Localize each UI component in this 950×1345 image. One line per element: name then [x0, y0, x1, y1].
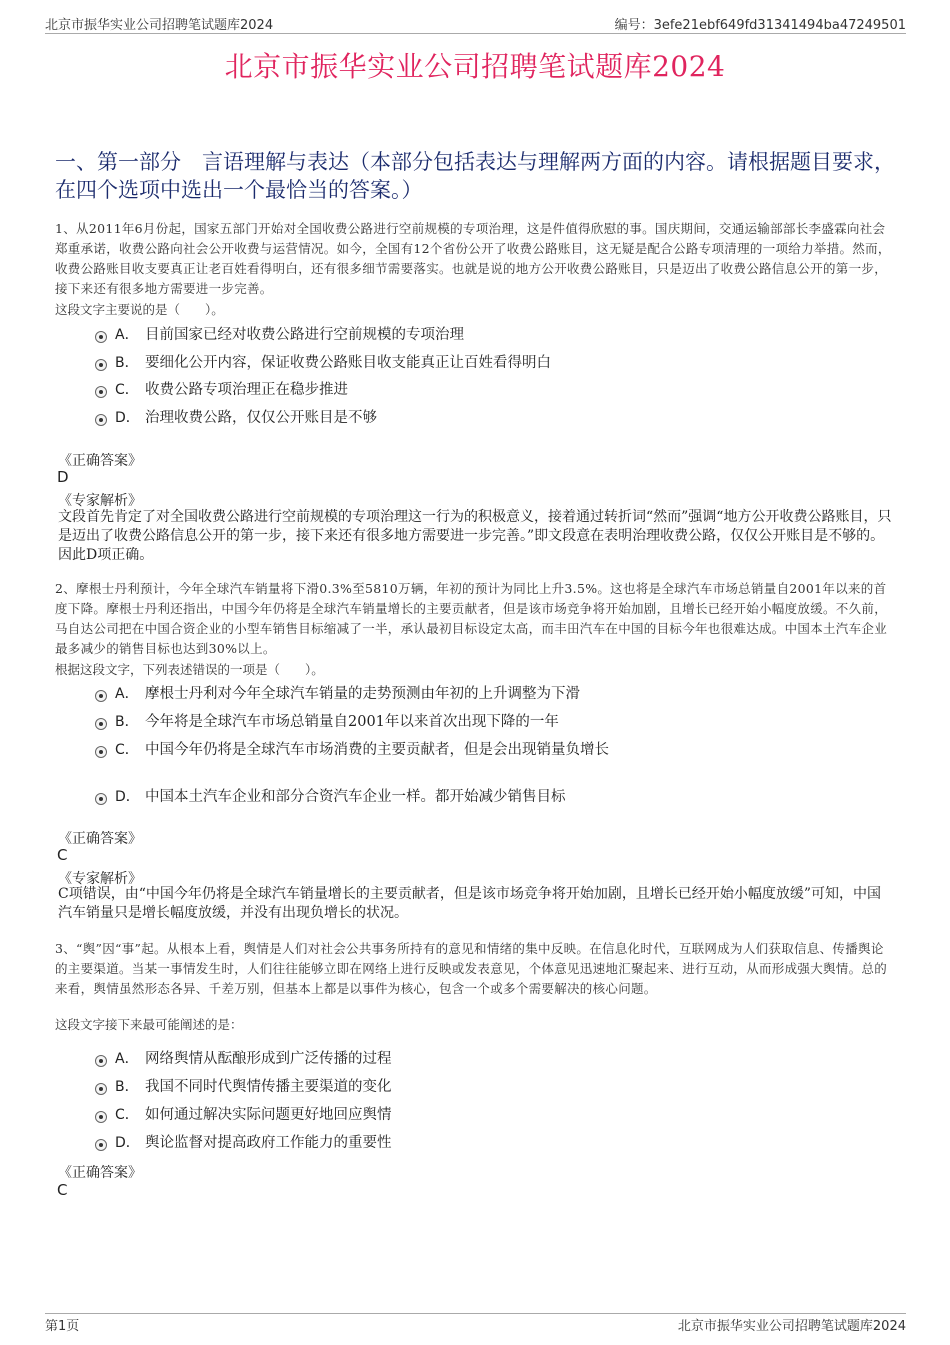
section-heading: 一、第一部分 言语理解与表达（本部分包括表达与理解两方面的内容。请根据题目要求，在四个选项中选出一个最恰当的答案。） [55, 150, 895, 202]
question-1-analysis-label: 《专家解析》 [58, 493, 142, 509]
question-2-analysis-label: 《专家解析》 [58, 871, 142, 887]
question-3-prompt: 这段文字接下来最可能阐述的是： [55, 1017, 243, 1032]
radio-icon[interactable] [95, 1139, 107, 1151]
footer-divider [45, 1313, 906, 1314]
question-1-option-c[interactable]: C． 收费公路专项治理正在稳步推进 [95, 378, 348, 400]
serial-number: 3efe21ebf649fd31341494ba47249501 [653, 18, 906, 33]
question-1-option-b[interactable]: B． 要细化公开内容，保证收费公路账目收支能真正让百姓看得明白 [95, 351, 551, 373]
radio-icon[interactable] [95, 386, 107, 398]
radio-icon[interactable] [95, 718, 107, 730]
radio-icon[interactable] [95, 414, 107, 426]
question-2-analysis: C项错误，由“中国今年仍将是全球汽车销量增长的主要贡献者，但是该市场竞争将开始加剧，且增长已经开始小幅度放缓”可知，中国汽车销量只是增长幅度放缓，并没有出现负增长的状况。 [58, 886, 882, 921]
question-2-prompt: 根据这段文字，下列表述错误的一项是（ ）。 [55, 662, 324, 677]
question-1-option-a[interactable]: A． 目前国家已经对收费公路进行空前规模的专项治理 [95, 323, 464, 345]
question-3-option-a[interactable]: A． 网络舆情从酝酿形成到广泛传播的过程 [95, 1047, 392, 1069]
question-1-stem: 1、从2011年6月份起，国家五部门开始对全国收费公路进行空前规模的专项治理，这是件值得欣慰的事。国庆期间，交通运输部部长李盛霖向社会郑重承诺，收费公路向社会公开收费与运营情况。如今，全国有12个省份公开了收费公路账目，这无疑是配合公路专项清理的一项给力举措。然而，收费公路账目收支要真正让老百姓看得明白，还有很多细节需要落实。也就是说的地方公开收费公路账目，只是迈出了收费公路信息公开的第一步，接下来还有很多地方需要进一步完善。 [55, 221, 891, 296]
footer-doc-title: 北京市振华实业公司招聘笔试题库2024 [677, 1319, 906, 1334]
radio-icon[interactable] [95, 746, 107, 758]
question-2-stem: 2、摩根士丹利预计，今年全球汽车销量将下滑0.3%至5810万辆，年初的预计为同比上升3.5%。这也将是全球汽车市场总销量自2001年以来的首度下降。摩根士丹利还指出，中国今年仍将是全球汽车销量增长的主要贡献者，但是该市场竞争将开始加剧，且增长已经开始小幅度放缓。不久前，马自达公司把在中国合资企业的小型车销售目标缩减了一半，承认最初目标设定太高，而丰田汽车在中国的目标今年也很难达成。中国本土汽车企业最多减少的销售目标也达到30%以上。 [55, 581, 888, 656]
question-1-answer: D [57, 468, 69, 486]
radio-icon[interactable] [95, 1111, 107, 1123]
page-number: 第1页 [45, 1319, 80, 1334]
header-divider [45, 33, 906, 34]
question-3-answer-label: 《正确答案》 [58, 1165, 142, 1181]
question-1-analysis: 文段首先肯定了对全国收费公路进行空前规模的专项治理这一行为的积极意义，接着通过转折词“然而”强调“地方公开收费公路账目，只是迈出了收费公路信息公开的第一步，接下来还有很多地方需要进一步完善。”即文段意在表明治理收费公路，仅仅公开账目是不够的。因此D项正确。 [58, 509, 892, 563]
question-3-option-b[interactable]: B． 我国不同时代舆情传播主要渠道的变化 [95, 1075, 392, 1097]
question-2-option-d[interactable]: D． 中国本土汽车企业和部分合资汽车企业一样。都开始减少销售目标 [95, 785, 566, 807]
question-1-option-d[interactable]: D． 治理收费公路，仅仅公开账目是不够 [95, 406, 377, 428]
question-2-option-c[interactable]: C． 中国今年仍将是全球汽车市场消费的主要贡献者，但是会出现销量负增长 [95, 738, 609, 760]
question-2-option-b[interactable]: B． 今年将是全球汽车市场总销量自2001年以来首次出现下降的一年 [95, 710, 559, 732]
question-3-option-c[interactable]: C． 如何通过解决实际问题更好地回应舆情 [95, 1103, 392, 1125]
radio-icon[interactable] [95, 793, 107, 805]
radio-icon[interactable] [95, 1083, 107, 1095]
header-serial [615, 14, 906, 33]
question-1-answer-label: 《正确答案》 [58, 453, 142, 469]
question-2-answer-label: 《正确答案》 [58, 831, 142, 847]
question-3-option-d[interactable]: D． 舆论监督对提高政府工作能力的重要性 [95, 1131, 392, 1153]
question-3-answer: C [57, 1181, 68, 1199]
radio-icon[interactable] [95, 1055, 107, 1067]
radio-icon[interactable] [95, 690, 107, 702]
radio-icon[interactable] [95, 331, 107, 343]
radio-icon[interactable] [95, 359, 107, 371]
question-1-prompt: 这段文字主要说的是（ ）。 [55, 302, 224, 317]
question-2-option-a[interactable]: A． 摩根士丹利对今年全球汽车销量的走势预测由年初的上升调整为下滑 [95, 682, 580, 704]
serial-label: 编号： [614, 18, 654, 33]
header-doc-title: 北京市振华实业公司招聘笔试题库2024 [45, 18, 274, 33]
page-title: 北京市振华实业公司招聘笔试题库2024 [224, 50, 726, 83]
question-3-stem: 3、“舆”因“事”起。从根本上看，舆情是人们对社会公共事务所持有的意见和情绪的集中反映。在信息化时代，互联网成为人们获取信息、传播舆论的主要渠道。当某一事情发生时，人们往往能够立即在网络上进行反映或发表意见，个体意见迅速地汇聚起来、进行互动，从而形成强大舆情。总的来看，舆情虽然形态各异、千差万别，但基本上都是以事件为核心，包含一个或多个需要解决的核心问题。 [55, 941, 888, 996]
question-2-answer: C [57, 846, 68, 864]
